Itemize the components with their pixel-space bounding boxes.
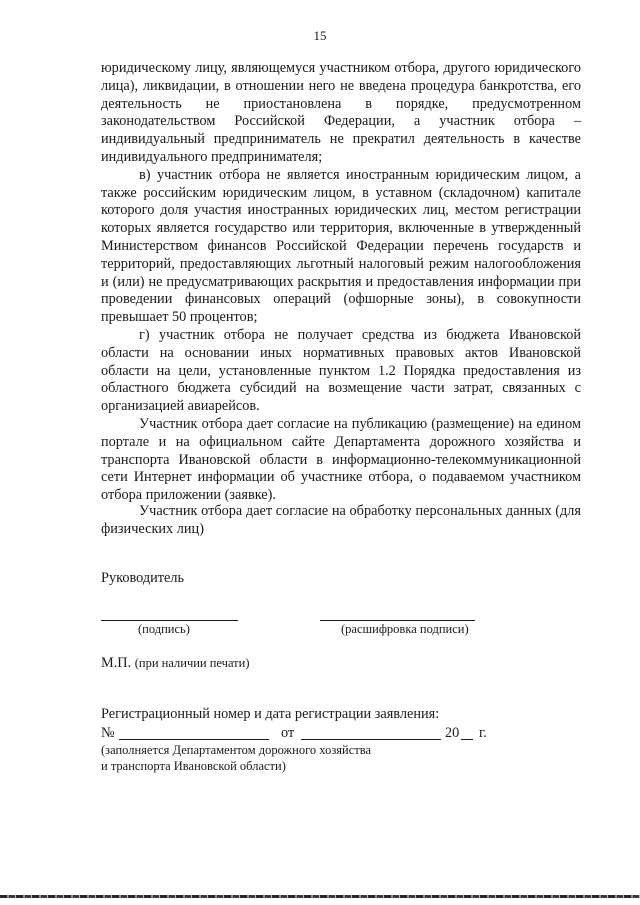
stamp-note: (при наличии печати) (134, 656, 250, 670)
signature-line (101, 620, 238, 621)
registration-year-blank (461, 739, 473, 740)
registration-year-suffix: г. (479, 725, 487, 741)
registration-year-prefix: 20 (445, 725, 460, 741)
signature-transcript-caption: (расшифровка подписи) (341, 622, 469, 636)
registration-note-line1: (заполняется Департаментом дорожного хозяйства (101, 743, 371, 757)
registration-number-label: № (101, 725, 115, 741)
page-number: 15 (313, 28, 327, 43)
registration-from-label: от (281, 725, 295, 741)
signature-transcript-line (320, 620, 475, 621)
signature-caption: (подпись) (138, 622, 190, 636)
paragraph-item-v: в) участник отбора не является иностранным юридическим лицом, а также российским юридическим лицом, в уставном (складочном) капитале которого доля участия иностранных юридических лиц, местом регистрации которых является государство или территория, включенные в утвержденный Министерством финансов Российской Федерации перечень государств и территорий, предоставляющих льготный налоговый режим налогообложения и (или) не предусматривающих раскрытия и предоставления информации при проведении финансовых операций (офшорные зоны), в совокупности превышает 50 процентов; (101, 166, 581, 326)
head-label: Руководитель (101, 570, 185, 586)
registration-line (101, 725, 501, 745)
stamp-label: М.П. (101, 655, 132, 671)
registration-note (101, 743, 371, 774)
document-body (101, 60, 581, 505)
personal-data-consent-text: Участник отбора дает согласие на обработку персональных данных (для физических лиц) (101, 503, 581, 537)
paragraph-continuation: юридическому лицу, являющемуся участником отбора, другого юридического лица), ликвидации, в отношении него не введена процедура банкротства, его деятельность не приостановлена в порядке, предусмотренном законодательством Российской Федерации, а участник отбора – индивидуальный предприниматель не прекратил деятельность в качестве индивидуального предпринимателя; (101, 60, 581, 165)
paragraph-item-g: г) участник отбора не получает средства из бюджета Ивановской области на основании иных нормативных правовых актов Ивановской области на цели, установленные пунктом 1.2 Порядка предоставления из областного бюджета субсидий на возмещение части затрат, связанных с организацией авиарейсов. (101, 326, 581, 415)
registration-number-blank (119, 739, 269, 740)
paragraph-publication-consent: Участник отбора дает согласие на публикацию (размещение) на едином портале и на официальном сайте Департамента дорожного хозяйства и транспорта Ивановской области в информационно-телекоммуникационной сети Интернет информации об участнике отбора, о подаваемом участником отбора приложении (заявке). (101, 415, 581, 504)
scan-edge-artifact (0, 895, 640, 898)
registration-note-line2: и транспорта Ивановской области) (101, 758, 286, 773)
personal-data-consent (101, 502, 581, 538)
registration-date-blank (301, 739, 441, 740)
stamp-block (101, 655, 250, 672)
registration-title: Регистрационный номер и дата регистрации заявления: (101, 706, 440, 722)
